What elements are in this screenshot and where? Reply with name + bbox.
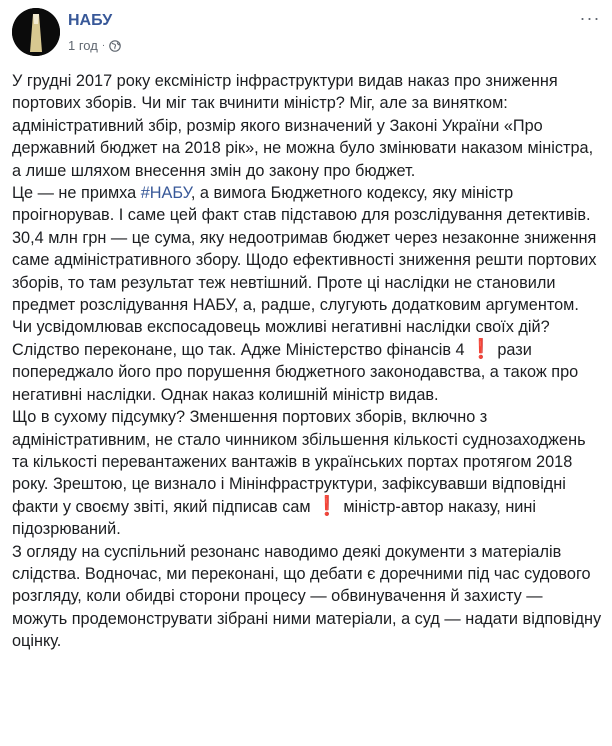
page-name-link[interactable]: НАБУ <box>68 12 113 29</box>
post-body <box>12 70 602 653</box>
post-paragraph-4 <box>12 316 602 406</box>
post-paragraph-6: З огляду на суспільний резонанс наводимо деякі документи з матеріалів слідства. Водночас, ми переконані, що дебати є доречними під час судового розгляду, коли обидві сторони процесу — обвинувачення й захисту — можуть продемонструвати зібрані ними матеріали, а суд — надати відповідну оцінку. <box>12 542 602 651</box>
post-meta <box>68 38 121 53</box>
post-paragraph-3: 30,4 млн грн — це сума, яку недоотримав бюджет через незаконне зниження саме адміністративного збору. Щодо ефективності зниження решти портових зборів, то там результат теж невтішний. Проте ці наслідки не становили предмет розслідування НАБУ, а, радше, слугують додатковим аргументом. <box>12 228 597 315</box>
post-paragraph-1: У грудні 2017 року ексміністр інфраструктури видав наказ про зниження портових зборів. Чи міг так вчинити міністр? Міг, але за винятком: адміністративний збір, розмір якого визначений у Законі України «Про державний бюджет на 2018 рік», не можна було змінювати наказом міністра, а лише шляхом внесення змін до закону про бюджет. <box>12 72 594 180</box>
post-text: рази попереджало його про порушення бюджетного законодавства, а також про негативні наслідки. Однак наказ колишній міністр видав. <box>12 340 579 404</box>
post-text: Чи усвідомлював експосадовець можливі негативні наслідки своїх дій? Слідство переконане, що так. Адже Міністерство фінансів 4 <box>12 318 550 359</box>
globe-icon[interactable] <box>109 40 121 52</box>
post-paragraph-2 <box>12 182 602 227</box>
nabu-logo-icon <box>12 8 60 56</box>
post-text: Що в сухому підсумку? Зменшення портових зборів, включно з адміністративним, не стало чинником збільшення кількості суднозаходжень та кількості перевантажених вантажів в українських портах протягом 2018 року. Зрештою, це визнало і Мінінфраструктури, зафіксувавши відповідні факти у своєму звіті, який підписав сам <box>12 408 586 516</box>
exclamation-emoji-icon: ❗ <box>315 495 339 517</box>
exclamation-emoji-icon: ❗ <box>469 338 493 360</box>
more-options-button[interactable]: ··· <box>579 8 601 28</box>
post-paragraph-5 <box>12 406 602 540</box>
page-avatar[interactable] <box>12 8 60 56</box>
post-text: міністр-автор наказу, нині підозрюваний. <box>12 497 537 539</box>
post-header <box>12 8 602 58</box>
post-text: Це — не примха <box>12 184 141 203</box>
meta-separator: · <box>101 40 106 51</box>
hashtag-link[interactable]: #НАБУ <box>140 184 191 203</box>
post-timestamp[interactable]: 1 год <box>68 38 98 53</box>
post-text: , а вимога Бюджетного кодексу, яку міністр проігнорував. І саме цей факт став підставою для розслідування детективів. <box>12 184 591 225</box>
